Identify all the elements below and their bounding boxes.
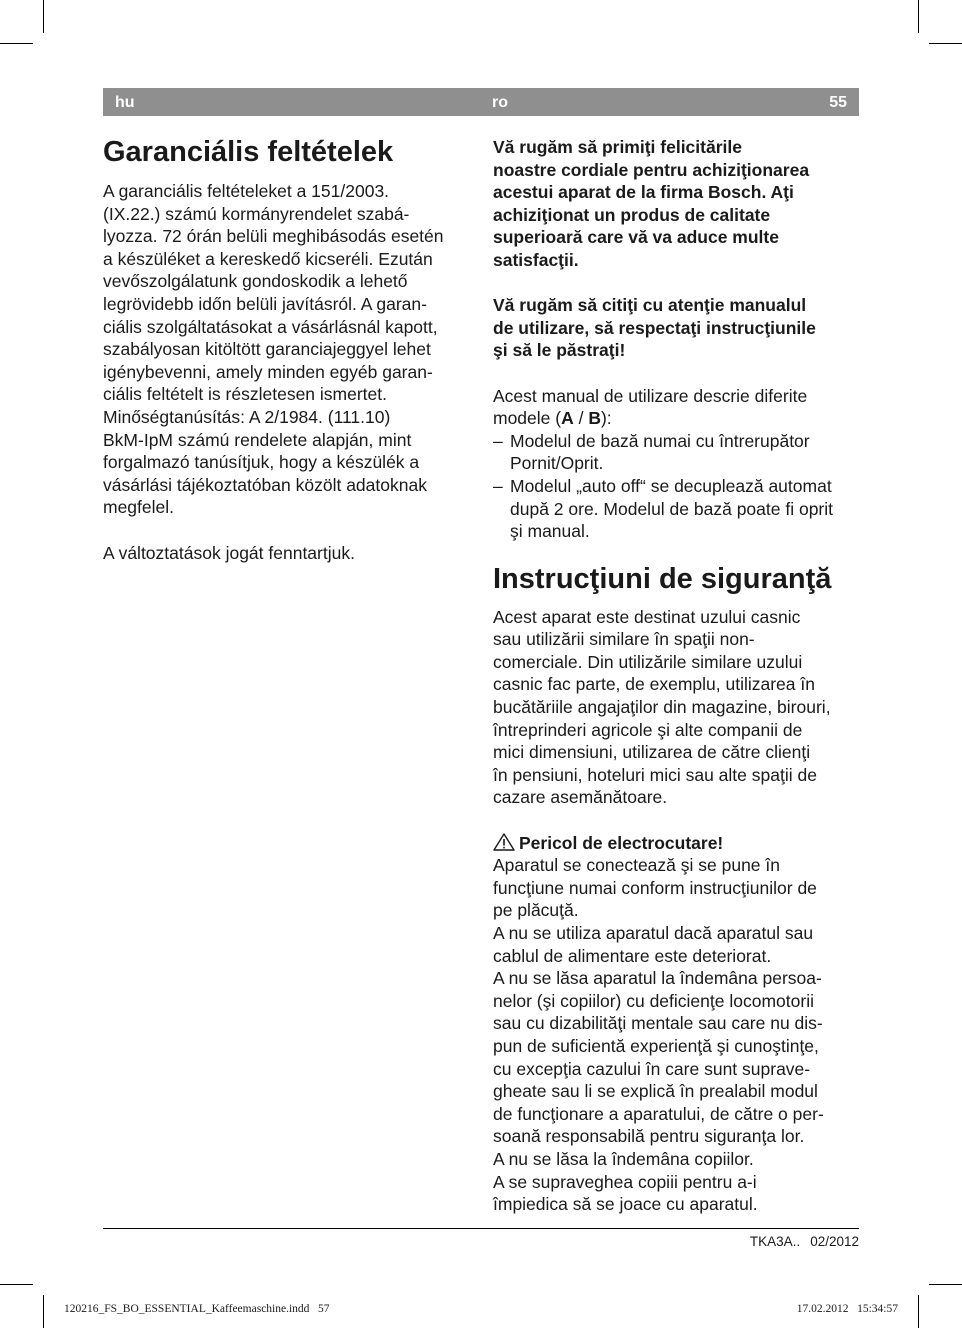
text-line: Minőségtanúsítás: A 2/1984. (111.10): [103, 406, 391, 427]
text-line: cu excepţia cazului în care sunt suprave-: [493, 1058, 811, 1079]
text-line: nelor (şi copiilor) cu deficienţe locomotorii: [493, 990, 814, 1011]
footer-info: [740, 1234, 859, 1249]
warning-heading: [493, 832, 859, 855]
text-line: cablul de alimentare este deteriorat.: [493, 945, 772, 966]
text-line: sau utilizării similare în spaţii non-: [493, 629, 755, 650]
text-line: Vă rugăm să primiţi felicitările: [493, 137, 742, 157]
text-line: în pensiuni, hoteluri mici sau alte spaţii de: [493, 764, 817, 785]
text-line: şi să le păstraţi!: [493, 340, 626, 361]
safety-paragraph: [493, 606, 859, 809]
crop-mark: [918, 1295, 919, 1328]
text-line: vevőszolgálatunk gondoskodik a lehető: [103, 271, 408, 292]
safety-title: Instrucţiuni de siguranţă: [493, 562, 832, 595]
text-line: lyozza. 72 órán belüli meghibásodás esetén: [103, 226, 444, 247]
text-line: (IX.22.) számú kormányrendelet szabá-: [103, 203, 410, 224]
text-line: casnic fac parte, de exemplu, utilizarea în: [493, 674, 815, 695]
text-line: Aparatul se conectează şi se pune în: [493, 855, 780, 876]
text-line: vásárlási tájékoztatóban közölt adatoknak: [103, 474, 427, 495]
warranty-title: Garanciális feltételek: [103, 136, 394, 168]
crop-mark: [43, 1295, 44, 1328]
models-paragraph: [493, 385, 859, 543]
warning-section: [493, 832, 859, 1216]
print-file-name: 120216_FS_BO_ESSENTIAL_Kaffeemaschine.indd 57: [64, 1303, 330, 1315]
crop-mark: [0, 1284, 33, 1285]
page-header-bar: [103, 88, 859, 116]
crop-mark: [929, 1284, 962, 1285]
text-line: împiedica să se joace cu aparatul.: [493, 1194, 758, 1215]
edition-date: 02/2012: [810, 1234, 859, 1249]
text-line: szabályosan kitöltött garanciajeggyel lehet: [103, 339, 431, 360]
page-number: 55: [829, 94, 847, 111]
paragraph-gap: [103, 519, 473, 542]
rights-reserved-note: A változtatások jogát fenntartjuk.: [103, 542, 355, 563]
text-line: ciális szolgáltatásokat a vásárlásnál kapott,: [103, 316, 438, 337]
paragraph-gap: [493, 809, 859, 832]
text-line: A nu se lăsa aparatul la îndemâna persoa-: [493, 968, 822, 989]
text-line: Acest manual de utilizare descrie diferite: [493, 385, 808, 406]
text-line: A nu se lăsa la îndemâna copiilor.: [493, 1148, 754, 1169]
text-line: şi manual.: [510, 521, 590, 542]
text-line: Pornit/Oprit.: [510, 453, 604, 474]
text-line: A se supraveghea copiii pentru a-i: [493, 1171, 757, 1192]
model-separator: /: [573, 408, 589, 429]
footer-divider: [103, 1228, 859, 1229]
text-line: Modelul de bază numai cu întrerupător: [510, 430, 810, 451]
text-line: legrövidebb időn belüli javításról. A garan-: [103, 293, 427, 314]
language-label-hu: hu: [115, 94, 135, 111]
text-line: satisfacţii.: [493, 249, 579, 270]
text-line: gheate sau li se explică în prealabil modul: [493, 1081, 818, 1102]
list-dash: –: [493, 430, 503, 451]
list-item: [493, 475, 859, 543]
right-column: [493, 136, 859, 1216]
crop-mark: [0, 43, 33, 44]
warning-triangle-icon: [493, 833, 515, 851]
text-line: BkM-IpM számú rendelete alapján, mint: [103, 429, 412, 450]
models-prefix: modele (: [493, 408, 562, 429]
text-line: comerciale. Din utilizările similare uzului: [493, 651, 803, 672]
text-line: A nu se utiliza aparatul dacă aparatul sau: [493, 923, 814, 943]
text-line: sau cu dizabilităţi mentale sau care nu dis-: [493, 1013, 823, 1034]
text-line: mici dimensiuni, utilizarea de către clienţi: [493, 742, 811, 763]
left-column: [103, 134, 473, 564]
list-dash: –: [493, 475, 503, 496]
crop-mark: [929, 43, 962, 44]
read-manual-paragraph: [493, 294, 859, 362]
model-b-label: B: [588, 408, 601, 429]
congratulations-paragraph: [493, 136, 859, 272]
warning-title: Pericol de electrocutare!: [519, 832, 724, 853]
model-a-label: A: [561, 408, 574, 429]
paragraph-gap: [493, 362, 859, 385]
crop-mark: [918, 0, 919, 33]
text-line: cazare asemănătoare.: [493, 787, 668, 808]
text-line: Vă rugăm să citiţi cu atenţie manualul: [493, 295, 807, 316]
text-line: de utilizare, să respectaţi instrucţiunile: [493, 317, 816, 338]
print-timestamp: 17.02.2012 15:34:57: [796, 1303, 898, 1315]
language-label-ro: ro: [492, 94, 508, 111]
text-line: igénybevenni, amely minden egyéb garan-: [103, 361, 433, 382]
text-line: a készüléket a kereskedő kicseréli. Ezután: [103, 248, 433, 269]
models-line: [493, 407, 859, 430]
text-line: întreprinderi agricole şi alte companii de: [493, 719, 803, 740]
text-line: A garanciális feltételeket a 151/2003.: [103, 181, 390, 201]
list-item: [493, 430, 859, 475]
text-line: Modelul „auto off“ se decuplează automat: [510, 475, 832, 496]
text-line: acestui aparat de la firma Bosch. Aţi: [493, 182, 794, 203]
text-line: forgalmazó tanúsítjuk, hogy a készülék a: [103, 452, 420, 473]
text-line: pe plăcuţă.: [493, 900, 579, 921]
text-line: achiziţionat un produs de calitate: [493, 204, 771, 225]
text-line: Acest aparat este destinat uzului casnic: [493, 606, 801, 627]
warranty-text: [103, 180, 473, 519]
text-line: noastre cordiale pentru achiziţionarea: [493, 159, 810, 180]
text-line: funcţiune numai conform instrucţiunilor de: [493, 877, 817, 898]
text-line: megfelel.: [103, 497, 175, 518]
crop-mark: [43, 0, 44, 33]
text-line: soană responsabilă pentru siguranţa lor.: [493, 1126, 805, 1147]
text-line: bucătăriile angajaţilor din magazine, birouri,: [493, 697, 831, 718]
text-line: după 2 ore. Modelul de bază poate fi oprit: [510, 498, 833, 519]
text-line: superioară care vă va aduce multe: [493, 227, 779, 248]
models-suffix: ):: [600, 408, 612, 429]
text-line: ciális feltételt is részletesen ismertet.: [103, 384, 387, 405]
text-line: pun de suficientă experienţă şi cunoştinţe,: [493, 1035, 819, 1056]
paragraph-gap: [493, 272, 859, 295]
model-number: TKA3A..: [749, 1234, 801, 1249]
text-line: de funcţionare a aparatului, de către o per-: [493, 1103, 824, 1124]
